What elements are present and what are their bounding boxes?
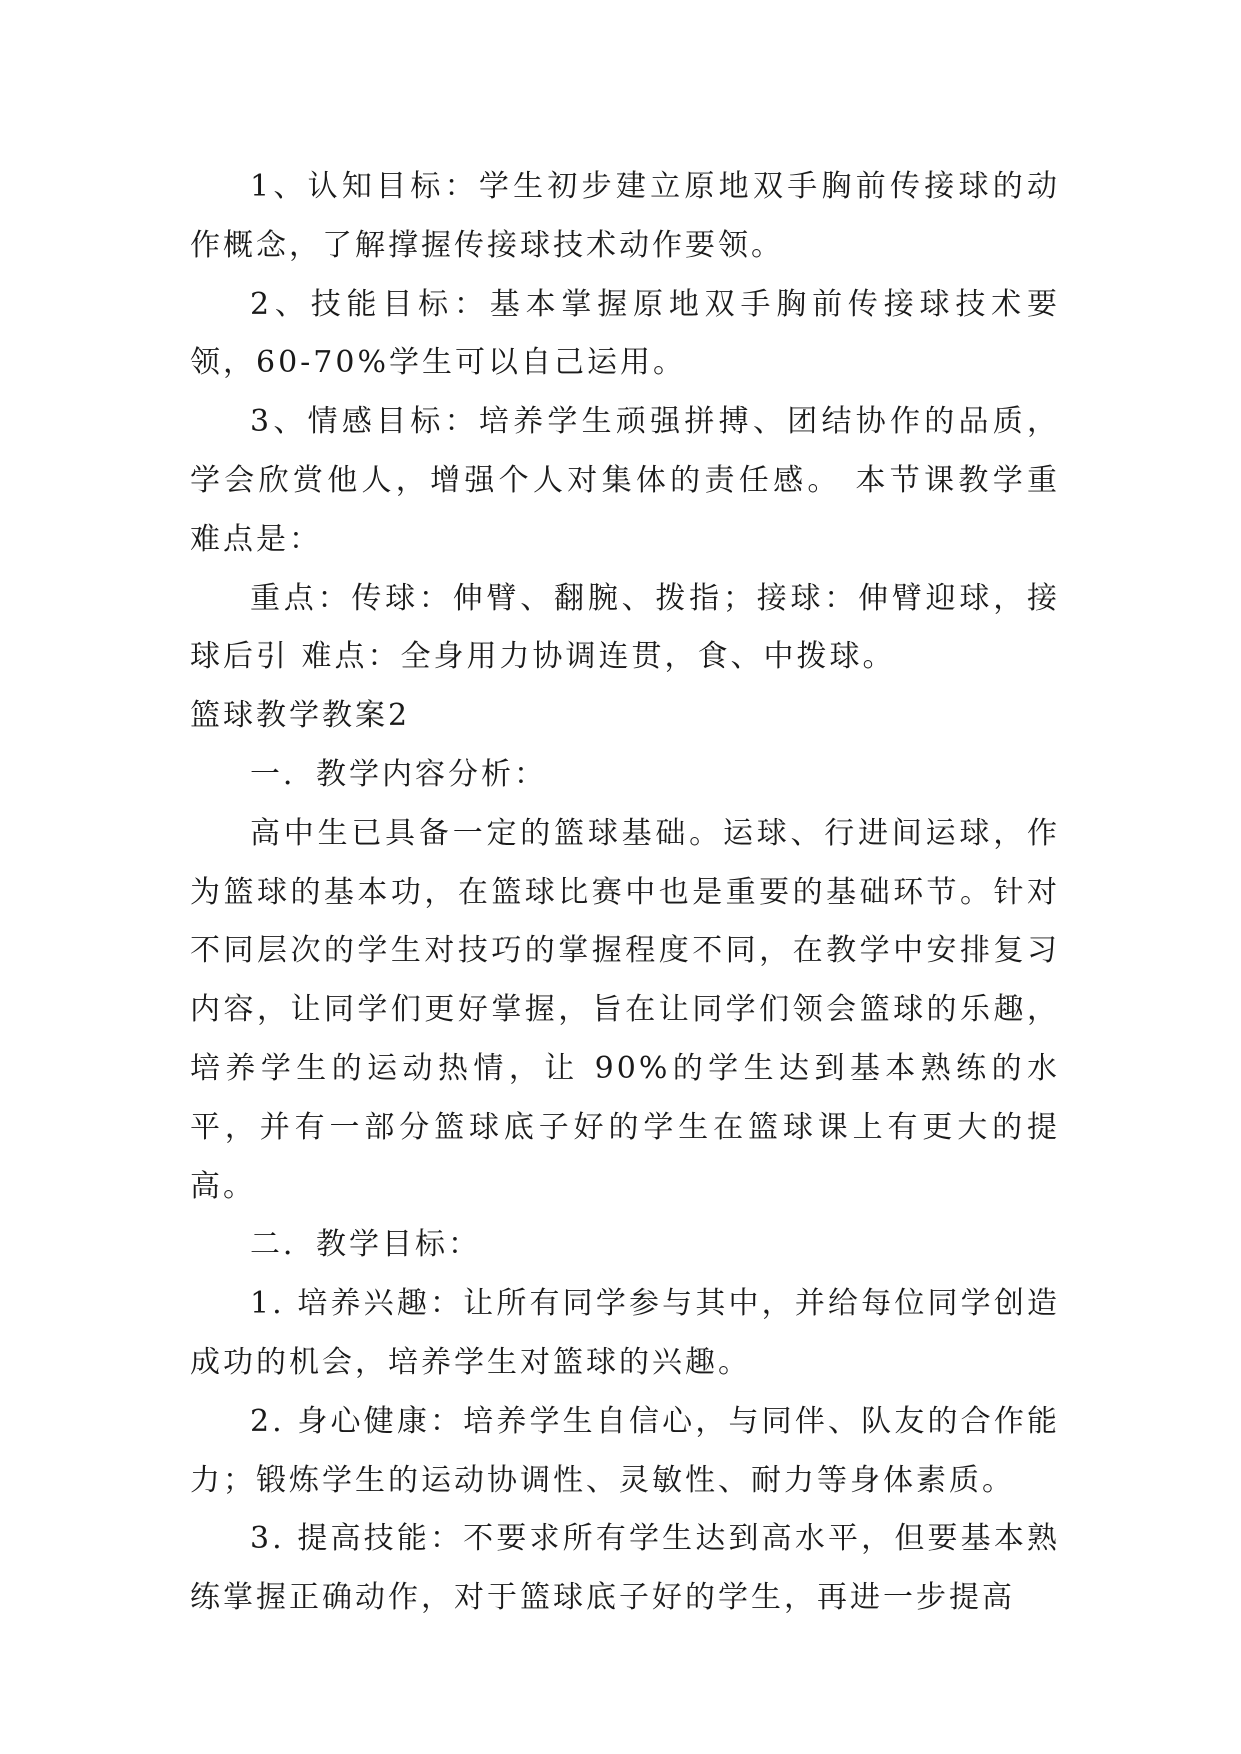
section-title: 篮球教学教案2 [190, 698, 411, 734]
paragraph-content-analysis: 高中生已具备一定的篮球基础。运球、行进间运球，作为篮球的基本功，在篮球比赛中也是重要的基础环节。针对不同层次的学生对技巧的掌握程度不同，在教学中安排复习内容，让同学们更好掌握，旨在让同学们领会篮球的乐趣，培养学生的运动热情，让 90%的学生达到基本熟练的水平，并有一部分篮球底子好的学生在篮球课上有更大的提高。 [190, 815, 1060, 1204]
paragraph-key-points: 重点：传球：伸臂、翻腕、拨指；接球：伸臂迎球，接球后引 难点：全身用力协调连贯，食、中拨球。 [190, 580, 1060, 675]
paragraph-goal-skills: 3. 提高技能：不要求所有学生达到高水平，但要基本熟练掌握正确动作，对于篮球底子好的学生，再进一步提高 [190, 1521, 1060, 1616]
paragraph-cognitive-goal: 1、认知目标：学生初步建立原地双手胸前传接球的动作概念，了解撑握传接球技术动作要领。 [190, 169, 1060, 263]
subheading-content-analysis: 一．教学内容分析： [250, 756, 547, 792]
paragraph-emotional-goal: 3、情感目标：培养学生顽强拼搏、团结协作的品质，学会欣赏他人，增强个人对集体的责任感。 本节课教学重难点是： [190, 404, 1060, 557]
paragraph-goal-health: 2. 身心健康：培养学生自信心，与同伴、队友的合作能力；锻炼学生的运动协调性、灵敏性、耐力等身体素质。 [190, 1403, 1060, 1498]
paragraph-goal-interest: 1. 培养兴趣：让所有同学参与其中，并给每位同学创造成功的机会，培养学生对篮球的兴趣。 [190, 1286, 1060, 1380]
document-body [190, 158, 1060, 1628]
subheading-teaching-goals: 二．教学目标： [250, 1227, 481, 1263]
paragraph-skill-goal: 2、技能目标：基本掌握原地双手胸前传接球技术要领，60-70%学生可以自己运用。 [190, 286, 1060, 381]
